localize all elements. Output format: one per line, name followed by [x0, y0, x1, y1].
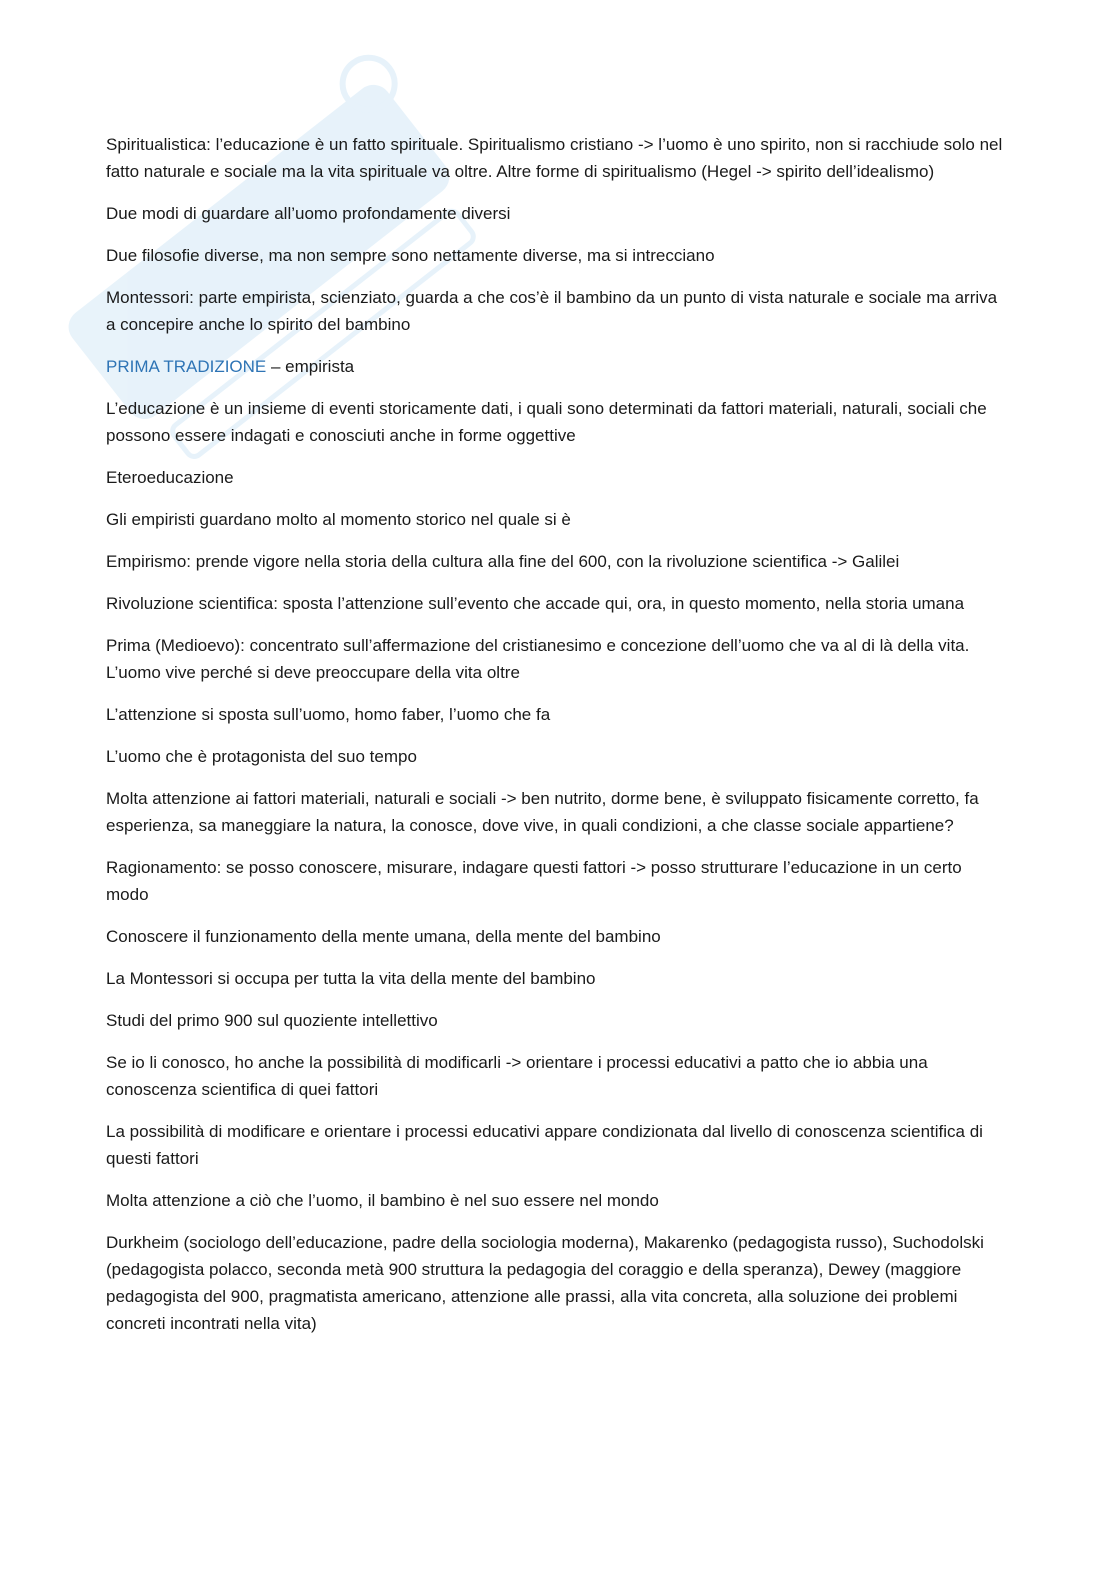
paragraph: La Montessori si occupa per tutta la vita della mente del bambino	[106, 969, 596, 988]
paragraph: Durkheim (sociologo dell’educazione, padre della sociologia moderna), Makarenko (pedagogista russo), Suchodolski (pedagogista polacco, seconda metà 900 struttura la pedagogia del coraggio e della speranza), Dewey (maggiore pedagogista del 900, pragmatista americano, attenzione alle prassi, alla vita concreta, alla soluzione dei problemi concreti incontrati nella vita)	[106, 1233, 984, 1333]
section-heading-rest: – empirista	[266, 357, 355, 376]
paragraph: Due filosofie diverse, ma non sempre sono nettamente diverse, ma si intrecciano	[106, 246, 715, 265]
paragraph: Prima (Medioevo): concentrato sull’affermazione del cristianesimo e concezione dell’uomo che va al di là della vita. L’uomo vive perché si deve preoccupare della vita oltre	[106, 636, 970, 682]
document-body	[106, 131, 1006, 1352]
paragraph: Empirismo: prende vigore nella storia della cultura alla fine del 600, con la rivoluzione scientifica -> Galilei	[106, 552, 900, 571]
paragraph: L’uomo che è protagonista del suo tempo	[106, 747, 417, 766]
paragraph: L’educazione è un insieme di eventi storicamente dati, i quali sono determinati da fattori materiali, naturali, sociali che possono essere indagati e conosciuti anche in forme oggettive	[106, 399, 987, 445]
paragraph: Se io li conosco, ho anche la possibilità di modificarli -> orientare i processi educativi a patto che io abbia una conoscenza scientifica di quei fattori	[106, 1053, 928, 1099]
paragraph: Ragionamento: se posso conoscere, misurare, indagare questi fattori -> posso strutturare l’educazione in un certo modo	[106, 858, 962, 904]
paragraph: Eteroeducazione	[106, 468, 234, 487]
paragraph: L’attenzione si sposta sull’uomo, homo faber, l’uomo che fa	[106, 705, 551, 724]
paragraph: Molta attenzione ai fattori materiali, naturali e sociali -> ben nutrito, dorme bene, è sviluppato fisicamente corretto, fa esperienza, sa maneggiare la natura, la conosce, dove vive, in quali condizioni, a che classe sociale appartiene?	[106, 789, 979, 835]
paragraph: Rivoluzione scientifica: sposta l’attenzione sull’evento che accade qui, ora, in questo momento, nella storia umana	[106, 594, 965, 613]
paragraph: Molta attenzione a ciò che l’uomo, il bambino è nel suo essere nel mondo	[106, 1191, 659, 1210]
paragraph: Conoscere il funzionamento della mente umana, della mente del bambino	[106, 927, 661, 946]
paragraph: Montessori: parte empirista, scienziato, guarda a che cos’è il bambino da un punto di vista naturale e sociale ma arriva a concepire anche lo spirito del bambino	[106, 288, 998, 334]
section-heading-label: PRIMA TRADIZIONE	[106, 357, 267, 376]
paragraph: Due modi di guardare all’uomo profondamente diversi	[106, 204, 511, 223]
paragraph: Gli empiristi guardano molto al momento storico nel quale si è	[106, 510, 571, 529]
paragraph: Studi del primo 900 sul quoziente intellettivo	[106, 1011, 438, 1030]
paragraph: La possibilità di modificare e orientare i processi educativi appare condizionata dal livello di conoscenza scientifica di questi fattori	[106, 1122, 983, 1168]
paragraph: Spiritualistica: l’educazione è un fatto spirituale. Spiritualismo cristiano -> l’uomo è uno spirito, non si racchiude solo nel fatto naturale e sociale ma la vita spirituale va oltre. Altre forme di spiritualismo (Hegel -> spirito dell’idealismo)	[106, 135, 1003, 181]
section-heading	[106, 353, 1006, 380]
